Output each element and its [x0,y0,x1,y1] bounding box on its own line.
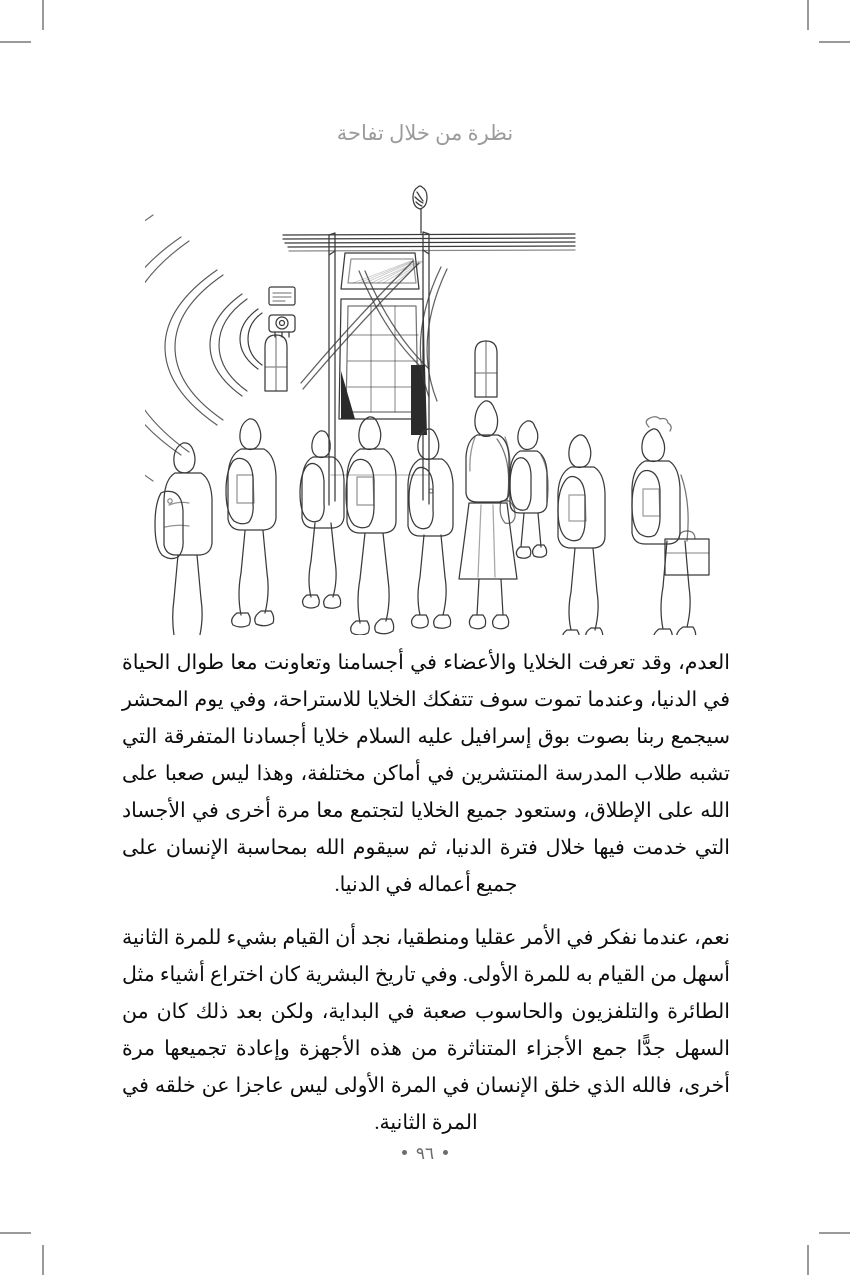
crop-mark-bottom-left-horizontal [0,1232,31,1234]
student-figure [558,435,605,635]
crop-mark-bottom-left-vertical [42,1245,44,1275]
side-window-left [265,335,287,391]
crop-mark-top-right-vertical [807,0,809,30]
sound-waves [145,215,262,481]
page-folio [0,1143,850,1164]
student-figure [510,421,548,558]
notice-board [269,287,295,305]
page-number: ٩٦ [415,1144,435,1164]
side-window-right [475,341,497,397]
crop-mark-bottom-right-horizontal [819,1232,850,1234]
crop-mark-top-left-vertical [42,0,44,30]
crop-mark-top-left-horizontal [0,41,31,43]
running-head-title: نظرة من خلال تفاحة [336,121,514,145]
student-figure [346,417,396,635]
student-figure [226,419,276,627]
school-bell-icon [413,186,427,233]
student-figure [408,429,453,628]
crop-mark-top-right-horizontal [819,41,850,43]
folio-dot-left [402,1150,407,1155]
student-figure [459,401,517,629]
body-text-container [122,645,730,1158]
paragraph-1: العدم، وقد تعرفت الخلايا والأعضاء في أجسامنا وتعاونت معا طوال الحياة في الدنيا، وعندما تموت سوف تتفكك الخلايا للاستراحة، وفي يوم المحشر سيجمع ربنا بصوت بوق إسرافيل عليه السلام خلايا أجسادنا المتفرقة التي تشبه طلاب المدرسة المنتشرين في أماكن مختلفة، وهذا ليس صعبا على الله على الإطلاق، وستعود جميع الخلايا لتجتمع معا مرة أخرى في الأجساد التي خدمت فيها خلال فترة الدنيا، ثم سيقوم الله بمحاسبة الإنسان على جميع أعماله في الدنيا. [122,652,730,896]
chapter-illustration [145,175,715,635]
student-figure [632,417,709,635]
student-figure [300,431,344,608]
student-figure [155,443,212,635]
wall-speaker-icon [269,315,295,337]
crop-mark-bottom-right-vertical [807,1245,809,1275]
folio-dot-right [443,1150,448,1155]
paragraph-2: نعم، عندما نفكر في الأمر عقليا ومنطقيا، نجد أن القيام بشيء للمرة الثانية أسهل من القيام به للمرة الأولى. وفي تاريخ البشرية كان اختراع أشياء مثل الطائرة والتلفزيون والحاسوب صعبة في البداية، ولكن بعد ذلك كان من السهل جدًّا جمع الأجزاء المتناثرة من هذه الأجهزة وإعادة تجميعها مرة أخرى، فالله الذي خلق الإنسان في المرة الأولى ليس عاجزا عن خلقه في المرة الثانية. [122,927,730,1134]
